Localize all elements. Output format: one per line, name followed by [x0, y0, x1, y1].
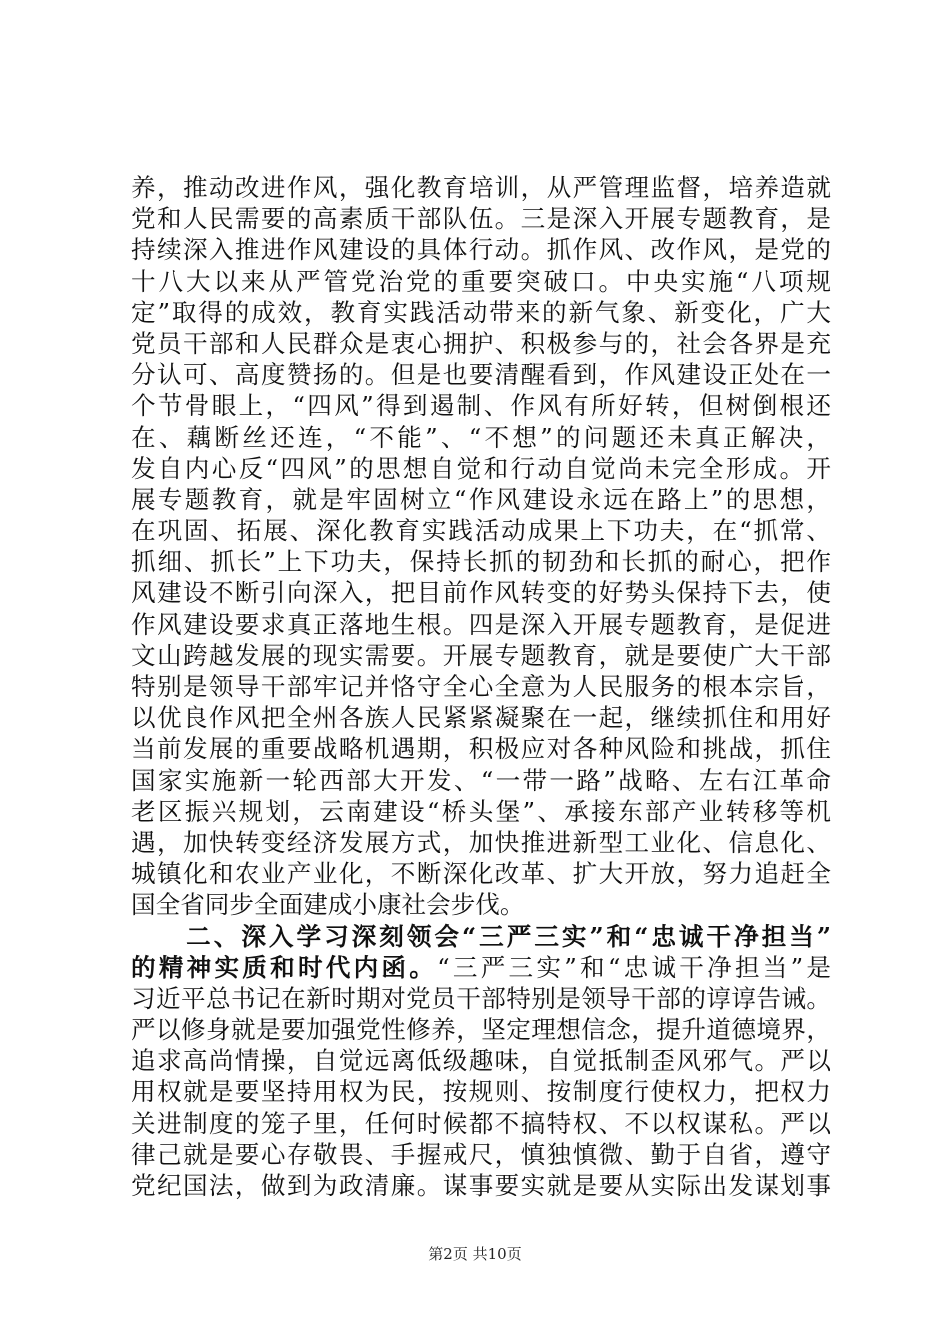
text-line: 追求高尚情操，自觉远离低级趣味，自觉抵制歪风邪气。严以: [131, 1046, 831, 1076]
text-line: 风建设不断引向深入，把目前作风转变的好势头保持下去，使: [131, 578, 831, 608]
text-line: 持续深入推进作风建设的具体行动。抓作风、改作风，是党的: [131, 235, 831, 265]
text-line: 党纪国法，做到为政清廉。谋事要实就是要从实际出发谋划事: [131, 1171, 831, 1200]
text-line: 严以修身就是要加强党性修养，坚定理想信念，提升道德境界，: [131, 1015, 831, 1045]
text-line: 党员干部和人民群众是衷心拥护、积极参与的，社会各界是充: [131, 328, 831, 358]
text-line: 国全省同步全面建成小康社会步伐。: [131, 890, 525, 920]
text-line: 抓细、抓长”上下功夫，保持长抓的韧劲和长抓的耐心，把作: [131, 547, 831, 577]
page-number-footer: 第2页 共10页: [428, 1245, 522, 1263]
text-line: 发自内心反“四风”的思想自觉和行动自觉尚未完全形成。开: [131, 453, 831, 483]
section-heading-continuation: [131, 952, 831, 983]
text-line: 文山跨越发展的现实需要。开展专题教育，就是要使广大干部: [131, 640, 831, 670]
text-line: 展专题教育，就是牢固树立“作风建设永远在路上”的思想，: [131, 484, 831, 514]
text-line: 关进制度的笼子里，任何时候都不搞特权、不以权谋私。严以: [131, 1108, 831, 1138]
text-line: 分认可、高度赞扬的。但是也要清醒看到，作风建设正处在一: [131, 360, 831, 390]
text-line: 用权就是要坚持用权为民，按规则、按制度行使权力，把权力: [131, 1077, 831, 1107]
text-line: 特别是领导干部牢记并恪守全心全意为人民服务的根本宗旨，: [131, 672, 831, 701]
text-line: 作风建设要求真正落地生根。四是深入开展专题教育，是促进: [131, 609, 831, 639]
text-line: 定”取得的成效，教育实践活动带来的新气象、新变化，广大: [131, 297, 831, 327]
text-line: 党和人民需要的高素质干部队伍。三是深入开展专题教育，是: [131, 204, 831, 234]
text-line: 个节骨眼上，“四风”得到遏制、作风有所好转，但树倒根还: [131, 391, 831, 421]
text-line: 在、藕断丝还连，“不能”、“不想”的问题还未真正解决，: [131, 422, 831, 452]
text-line: 律己就是要心存敬畏、手握戒尺，慎独慎微、勤于自省，遵守: [131, 1139, 831, 1169]
text-line: 遇，加快转变经济发展方式，加快推进新型工业化、信息化、: [131, 827, 831, 857]
text-line: 国家实施新一轮西部大开发、“一带一路”战略、左右江革命: [131, 765, 831, 795]
text-line: 当前发展的重要战略机遇期，积极应对各种风险和挑战，抓住: [131, 734, 831, 764]
text-line: 在巩固、拓展、深化教育实践活动成果上下功夫，在“抓常、: [131, 516, 831, 546]
text-line: 老区振兴规划，云南建设“桥头堡”、承接东部产业转移等机: [131, 796, 831, 826]
text-line: 习近平总书记在新时期对党员干部特别是领导干部的谆谆告诫。: [131, 983, 831, 1013]
text-line: 十八大以来从严管党治党的重要突破口。中央实施“八项规: [131, 266, 831, 296]
text-line: 城镇化和农业产业化，不断深化改革、扩大开放，努力追赶全: [131, 859, 831, 889]
text-fragment: “三严三实”和“忠诚干净担当”是: [437, 952, 831, 982]
section-heading-end: 的精神实质和时代内函。: [131, 952, 438, 982]
text-line: 养，推动改进作风，强化教育培训，从严管理监督，培养造就: [131, 173, 831, 202]
section-heading: 二、深入学习深刻领会“三严三实”和“忠诚干净担当”: [131, 921, 831, 951]
text-line: 以优良作风把全州各族人民紧紧凝聚在一起，继续抓住和用好: [131, 703, 831, 733]
document-body: [131, 172, 831, 1201]
